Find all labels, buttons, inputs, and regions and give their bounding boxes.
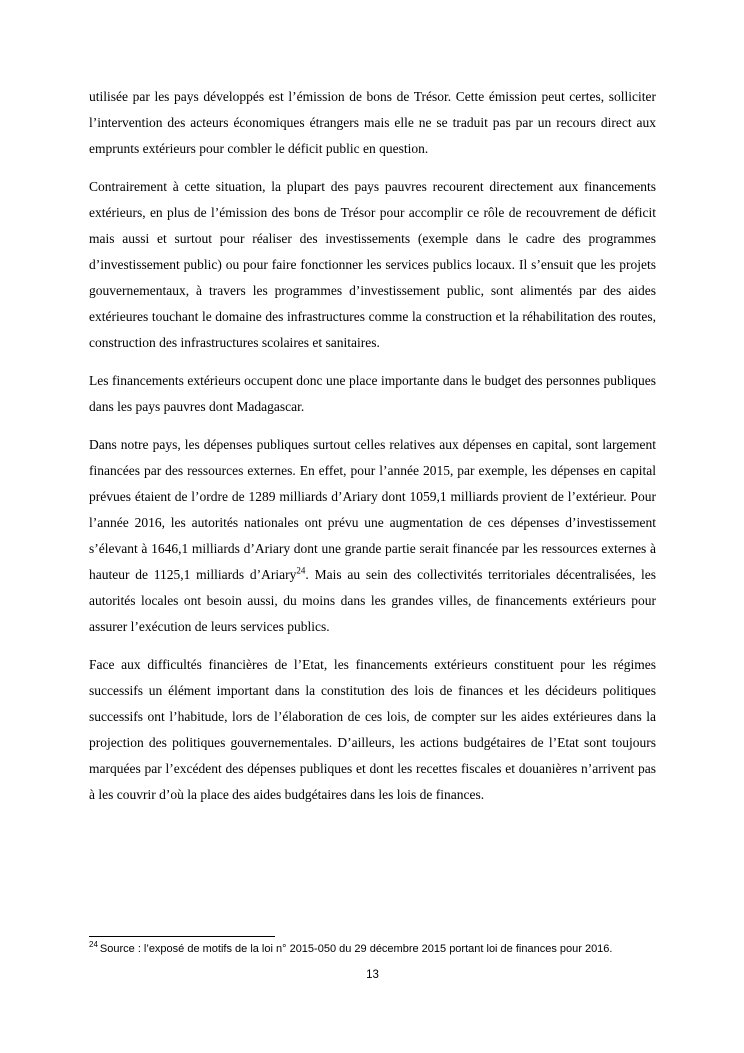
footnote-separator bbox=[89, 936, 275, 937]
paragraph-4-text: Dans notre pays, les dépenses publiques surtout celles relatives aux dépenses en capital, sont largement financées par des ressources externes. En effet, pour l’année 2015, par exemple, les dépenses en capital prévues étaient de l’ordre de 1289 milliards d’Ariary dont 1059,1 milliards provient de l’extérieur. Pour l’année 2016, les autorités nationales ont prévu une augmentation de ces dépenses d’investissement s’élevant à 1646,1 milliards d’Ariary dont une grande partie serait financée par les ressources externes à hauteur de 1125,1 milliards d’Ariary bbox=[89, 437, 656, 582]
paragraph-2: Contrairement à cette situation, la plupart des pays pauvres recourent directement aux financements extérieurs, en plus de l’émission des bons de Trésor pour accomplir ce rôle de recouvrement de déficit mais aussi et surtout pour réaliser des investissements (exemple dans le cadre des programmes d’investissement public) ou pour faire fonctionner les services publics locaux. Il s’ensuit que les projets gouvernementaux, à travers les programmes d’investissement public, sont alimentés par des aides extérieures touchant le domaine des infrastructures comme la construction et la réhabilitation des routes, construction des infrastructures scolaires et sanitaires. bbox=[89, 179, 656, 350]
footnote-marker: 24 bbox=[89, 940, 98, 950]
paragraph-3: Les financements extérieurs occupent donc une place importante dans le budget des personnes publiques dans les pays pauvres dont Madagascar. bbox=[89, 373, 656, 414]
paragraph-4 bbox=[89, 432, 656, 640]
paragraph-5: Face aux difficultés financières de l’Etat, les financements extérieurs constituent pour les régimes successifs un élément important dans la constitution des lois de finances et les décideurs politiques successifs ont l’habitude, lors de l’élaboration de ces lois, de compter sur les aides extérieures dans la projection des politiques gouvernementales. D’ailleurs, les actions budgétaires de l’Etat sont toujours marquées par l’excédent des dépenses publiques et dont les recettes fiscales et douanières n’arrivent pas à les couvrir d’où la place des aides budgétaires dans les lois de finances. bbox=[89, 657, 656, 802]
page-number: 13 bbox=[366, 969, 379, 981]
page-footer bbox=[89, 936, 656, 981]
paragraph-1: utilisée par les pays développés est l’émission de bons de Trésor. Cette émission peut certes, solliciter l’intervention des acteurs économiques étrangers mais elle ne se traduit pas par un recours direct aux emprunts extérieurs pour combler le déficit public en question. bbox=[89, 89, 656, 156]
page-body bbox=[89, 84, 656, 820]
footnote-reference[interactable]: 24 bbox=[296, 565, 306, 576]
footnote bbox=[89, 942, 656, 956]
footnote-text: Source : l’exposé de motifs de la loi n° 2015-050 du 29 décembre 2015 portant loi de finances pour 2016. bbox=[99, 943, 613, 955]
paragraph-4-continuation: . Mais au sein des collectivités territoriales décentralisées, les autorités locales ont besoin aussi, du moins dans les grandes villes, de financements extérieurs pour assurer l’exécution de leurs services publics. bbox=[89, 567, 656, 634]
